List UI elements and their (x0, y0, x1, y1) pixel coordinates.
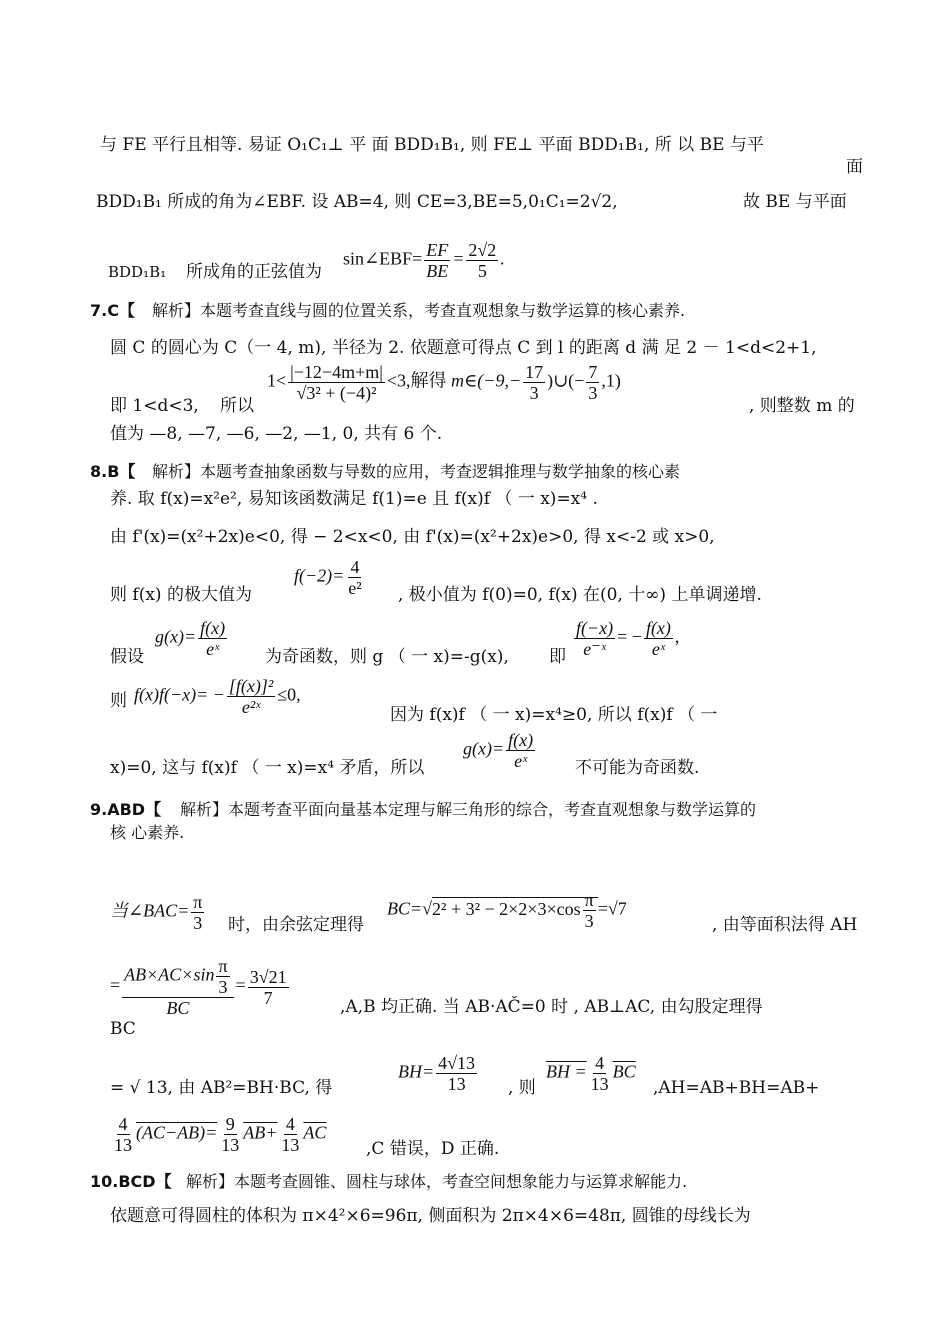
p9-line4b: , 则 (508, 1078, 536, 1098)
p8-g-def-2: g(x)= $\frac{f(x)}{\text{eˣ}}$ (463, 730, 534, 771)
p9-line4c: ,AH=AB+BH=AB+ (653, 1078, 820, 1098)
p6-line1: 与 FE 平行且相等. 易证 O₁C₁⊥ 平 面 BDD₁B₁, 则 FE⊥ 平面 BDD₁B₁, 所 以 BE 与平 (100, 135, 764, 155)
p6-sin-formula: sin∠EBF= $\frac{EF}{BE}$ = $\frac{2√2}{5}$ . (343, 240, 505, 281)
p9-ah-formula: = AB×AC×sin $\frac{\pi}{3}$ BC = $\frac{3√21}{7}$ (110, 956, 287, 1018)
p8-product: f(x)f(−x)= − $\frac{\text{[f(x)]²}}{\text{e²ˣ}}$ ≤0, (134, 676, 301, 717)
p8-line3a: 则 f(x) 的极大值为 (110, 585, 252, 605)
p6-line3b: 所成角的正弦值为 (186, 262, 322, 282)
p7-line2a: 即 1<d<3, (110, 396, 199, 416)
p8-line5b: 因为 f(x)f （ 一 x)=x⁴≥0, 所以 f(x)f （ 一 (390, 705, 718, 725)
p9-line1c: , 由等面积法得 AH (712, 915, 858, 935)
p6-line2b: 故 BE 与平面 (743, 192, 847, 212)
p6-line2a: BDD₁B₁ 所成的角为∠EBF. 设 AB=4, 则 CE=3,BE=5,0₁C₁=2√2, (96, 192, 618, 212)
p8-line5a: 则 (110, 691, 127, 711)
p9-head-line2: 核 心素养. (110, 823, 185, 842)
p9-bh-vector: BH = $\frac{4}{13}$ $\overline{BC}$ (546, 1053, 636, 1094)
p8-head-text: 解析】本题考查抽象函数与导数的应用，考查逻辑推理与数学抽象的核心素 (152, 462, 681, 481)
p9-angle: 当∠BAC= $\frac{\pi}{3}$ (110, 892, 203, 933)
p8-line6b: 不可能为奇函数. (575, 758, 700, 778)
p8-line4c: 即 (549, 647, 566, 667)
p8-max-value: f(−2)= $\frac{4}{\text{e²}}$ (294, 557, 362, 598)
p8-g-def: g(x)= $\frac{f(x)}{\text{eˣ}}$ (155, 618, 226, 659)
p8-head-num: 8.B【 (90, 462, 136, 481)
p8-line4b: 为奇函数，则 g （ 一 x)=-g(x), (265, 647, 509, 667)
p9-bc-formula: BC=√2² + 3² − 2×2×3×cos $\frac{\pi}{3}$ =√7 (387, 890, 627, 931)
p9-head-num: 9.ABD【 (90, 800, 162, 819)
p7-line2c: , 则整数 m 的 (749, 396, 855, 416)
p6-line1b: 面 (846, 157, 863, 177)
p8-line4a: 假设 (110, 647, 144, 667)
p8-line6a: x)=0, 这与 f(x)f （ 一 x)=x⁴ 矛盾，所以 (110, 758, 425, 778)
p9-bh-formula: BH= $\frac{4√13}{13}$ (398, 1053, 476, 1094)
p9-ah-vector: $\frac{4}{13}$ (AC−AB)= $\frac{9}{13}$ AB+ $\frac{4}{13}$ $\overline{AC}$ (114, 1114, 327, 1155)
p8-line3b: , 极小值为 f(0)=0, f(x) 在(0, 十∞) 上单调递增. (398, 585, 762, 605)
p7-head-text: 解析】本题考查直线与圆的位置关系，考查直观想象与数学运算的核心素养. (152, 301, 686, 320)
p9-line3: BC (110, 1019, 136, 1039)
p10-head-text: 解析】本题考查圆锥、圆柱与球体，考查空间想象能力与运算求解能力. (186, 1172, 688, 1191)
p7-inequality: 1< $\frac{|-12-4m+m|}{\text{√3² + (−4)²}}$ <3,解得 m∈(−9,− $\frac{17}{3}$ )∪(− $\frac{7}{3}$ ,1) (267, 362, 621, 403)
p7-head-num: 7.C【 (90, 301, 135, 320)
p9-line4a: = √ 13, 由 AB²=BH·BC, 得 (110, 1078, 333, 1098)
p9-line1b: 时，由余弦定理得 (228, 915, 364, 935)
p8-odd-eq: $\frac{f(-x)}{\text{e⁻ˣ}}$ = − $\frac{f(x)}{\text{eˣ}}$ , (576, 618, 680, 659)
p10-line1: 依题意可得圆柱的体积为 π×4²×6=96π, 侧面积为 2π×4×6=48π, 圆锥的母线长为 (110, 1206, 751, 1226)
p7-line2b: 所以 (220, 396, 254, 416)
p6-line3a: BDD₁B₁ (108, 263, 167, 281)
p7-line3: 值为 —8, —7, —6, —2, —1, 0, 共有 6 个. (110, 424, 443, 444)
p9-head-text: 解析】本题考查平面向量基本定理与解三角形的综合，考查直观想象与数学运算的 (180, 800, 757, 819)
p9-line5-end: ,C 错误，D 正确. (366, 1139, 500, 1159)
p8-line2: 由 f'(x)=(x²+2x)e<0, 得 − 2<x<0, 由 f'(x)=(x²+2x)e>0, 得 x<-2 或 x>0, (110, 527, 715, 547)
p9-line2b: ,A,B 均正确. 当 AB·AČ=0 时 , AB⊥AC, 由勾股定理得 (340, 997, 763, 1017)
p10-head-num: 10.BCD【 (90, 1172, 172, 1191)
p7-line1: 圆 C 的圆心为 C（一 4, m), 半径为 2. 依题意可得点 C 到 l 的距离 d 满 足 2 － 1<d<2+1, (110, 338, 817, 358)
p8-line1: 养. 取 f(x)=x²e², 易知该函数满足 f(1)=e 且 f(x)f （ 一 x)=x⁴ . (110, 489, 598, 509)
